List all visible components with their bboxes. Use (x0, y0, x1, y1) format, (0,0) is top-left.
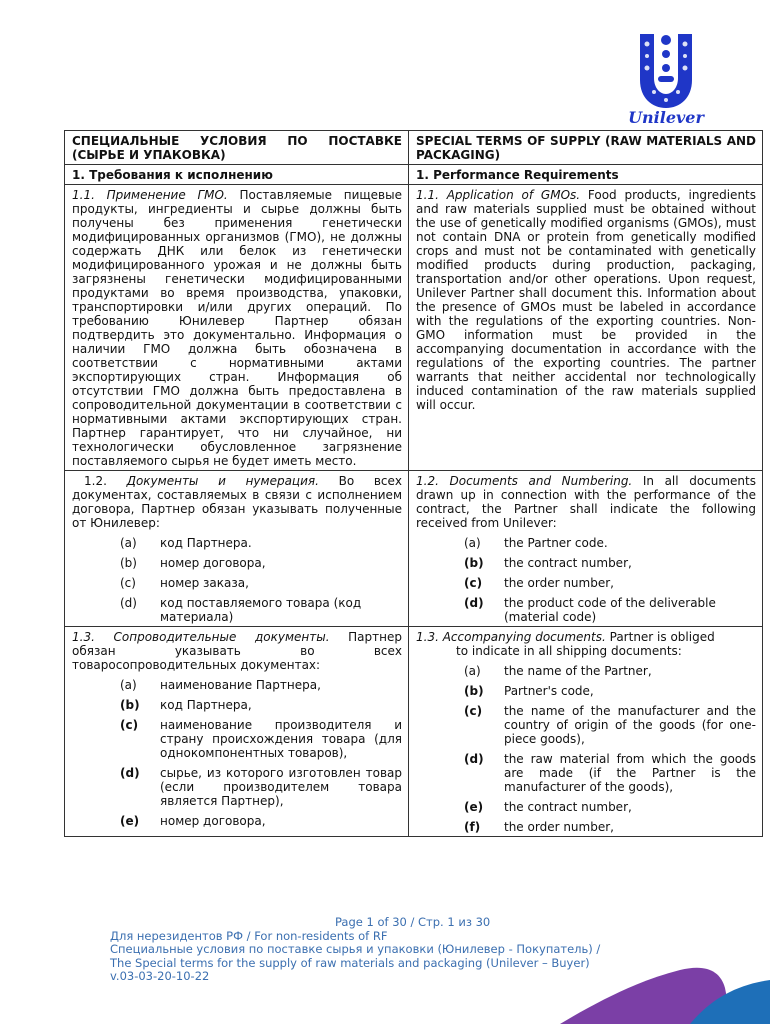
list-item: (a) the Partner code. (464, 536, 608, 550)
clause-1-1-en (409, 185, 763, 471)
list-item: (e) номер договора, (120, 814, 266, 828)
clause-1-2-en-text: In all documents drawn up in connection with the performance of the contract, the Partner shall indicate the following received from Unilever: (416, 474, 756, 530)
logo-wordmark: Unilever (628, 108, 704, 126)
clause-1-3-ru-text: Партнер обязан указывать во всех товаросопроводительных документах: (72, 630, 402, 672)
list-item: (a) код Партнера. (120, 536, 252, 550)
list-item: (c) наименование производителя и страну происхождения товара (для однокомпонентных товаров), (120, 718, 402, 760)
clause-1-2-ru-title: Документы и нумерация. (126, 474, 319, 488)
clause-1-2-row (65, 471, 763, 627)
clause-1-3-en-text2: to indicate in all shipping documents: (456, 644, 682, 658)
unilever-u-icon (618, 30, 714, 126)
list-item: (a) наименование Партнера, (120, 678, 321, 692)
list-item: (c) the order number, (464, 576, 614, 590)
footer-line-title-ru: Специальные условия по поставке сырья и упаковки (Юнилевер - Покупатель) / (110, 942, 601, 956)
footer-line-title-en: The Special terms for the supply of raw materials and packaging (Unilever – Buyer) (110, 955, 590, 970)
list-item: (b) код Партнера, (120, 698, 252, 712)
clause-1-3-ru-title: 1.3. Сопроводительные документы. (72, 630, 330, 644)
clause-1-3-ru-list (72, 678, 402, 828)
clause-1-3-en (409, 627, 763, 837)
section-1-title-ru: 1. Требования к исполнению (65, 165, 409, 185)
unilever-logo (618, 30, 714, 126)
clause-1-2-en (409, 471, 763, 627)
clause-1-2-en-list (416, 536, 756, 624)
terms-table (64, 130, 763, 837)
list-item: (b) the contract number, (464, 556, 632, 570)
clause-1-1-en-title: 1.1. Application of GMOs. (416, 188, 581, 202)
footer-version: v.03-03-20-10-22 (110, 969, 210, 983)
list-item: (c) номер заказа, (120, 576, 249, 590)
clause-1-1-ru-title: 1.1. Применение ГМО. (72, 188, 228, 202)
table-header-row (65, 131, 763, 165)
clause-1-1-row (65, 185, 763, 471)
clause-1-3-en-title: 1.3. Accompanying documents. (416, 630, 606, 644)
list-item: (b) номер договора, (120, 556, 266, 570)
list-item: (a) the name of the Partner, (464, 664, 652, 678)
page-number: Page 1 of 30 / Стр. 1 из 30 (335, 915, 491, 929)
section-1-row (65, 165, 763, 185)
clause-1-3-en-text1: Partner is obliged (605, 630, 715, 644)
clause-1-2-en-title: 1.2. Documents and Numbering. (416, 474, 633, 488)
decorative-swoosh (520, 940, 770, 1024)
list-item: (d) the product code of the deliverable (material code) (464, 596, 716, 624)
list-item: (d) the raw material from which the goods are made (if the Partner is the manufacturer of the goods), (464, 752, 756, 794)
header-en: SPECIAL TERMS OF SUPPLY (RAW MATERIALS AND PACKAGING) (409, 131, 763, 165)
list-item: (b) Partner's code, (464, 684, 594, 698)
list-item: (e) the contract number, (464, 800, 632, 814)
header-ru: СПЕЦИАЛЬНЫЕ УСЛОВИЯ ПО ПОСТАВКЕ (СЫРЬЕ И УПАКОВКА) (65, 131, 409, 165)
clause-1-1-en-text: Food products, ingredients and raw materials supplied must be obtained without the use of genetically modified organisms (GMOs), must not contain DNA or protein from genetically modified crops and must not be contaminated with genetically modified products during production, packaging, transportation and/or other operations. Upon request, Unilever Partner shall document this. Information about the presence of GMOs must be labeled in accordance with the regulations of the exporting countries. Non-GMO information must be provided in the accompanying documentation in accordance with the regulations of the exporting countries. The partner warrants that neither accidental nor technologically induced contamination of the raw materials supplied will occur. (416, 188, 757, 412)
clause-1-1-ru (65, 185, 409, 471)
clause-1-2-ru-list (72, 536, 402, 624)
clause-1-2-ru-num: 1.2. (84, 474, 127, 488)
clause-1-3-en-list (416, 664, 756, 834)
list-item: (d) сырье, из которого изготовлен товар (если производителем товара является Партнер), (120, 766, 402, 808)
section-1-title-en: 1. Performance Requirements (409, 165, 763, 185)
clause-1-2-ru-text: Во всех документах, составляемых в связи с исполнением договора, Партнер обязан указывать полученные от Юнилевер: (72, 474, 403, 530)
list-item: (d) код поставляемого товара (код материала) (120, 596, 362, 624)
clause-1-1-ru-text: Поставляемые пищевые продукты, ингредиенты и сырье должны быть получены без применения генетически модифицированных организмов (ГМО), не должны содержать ДНК или белок из генетически модифицированного урожая и не должны быть загрязнены генетически модифицированными продуктами во время производства, упаковки, транспортировки и/или других операций. По требованию Юнилевер Партнер обязан подтвердить это документально. Информация о наличии ГМО должна быть обозначена в соответствии с нормативными актами экспортирующих стран. Информация об отсутствии ГМО должна быть предоставлена в сопроводительной документации в соответствии с нормативными актами экспортирующих стран. Партнер гарантирует, что ни случайное, ни технологически обусловленное загрязнение поставляемого сырья не будет иметь место. (72, 188, 402, 468)
list-item: (f) the order number, (464, 820, 614, 834)
clause-1-3-ru (65, 627, 409, 837)
footer-line-residents: Для нерезидентов РФ / For non-residents of RF (110, 928, 388, 943)
clause-1-2-ru (65, 471, 409, 627)
list-item: (c) the name of the manufacturer and the country of origin of the goods (for one-piece goods), (464, 704, 756, 746)
clause-1-3-row (65, 627, 763, 837)
